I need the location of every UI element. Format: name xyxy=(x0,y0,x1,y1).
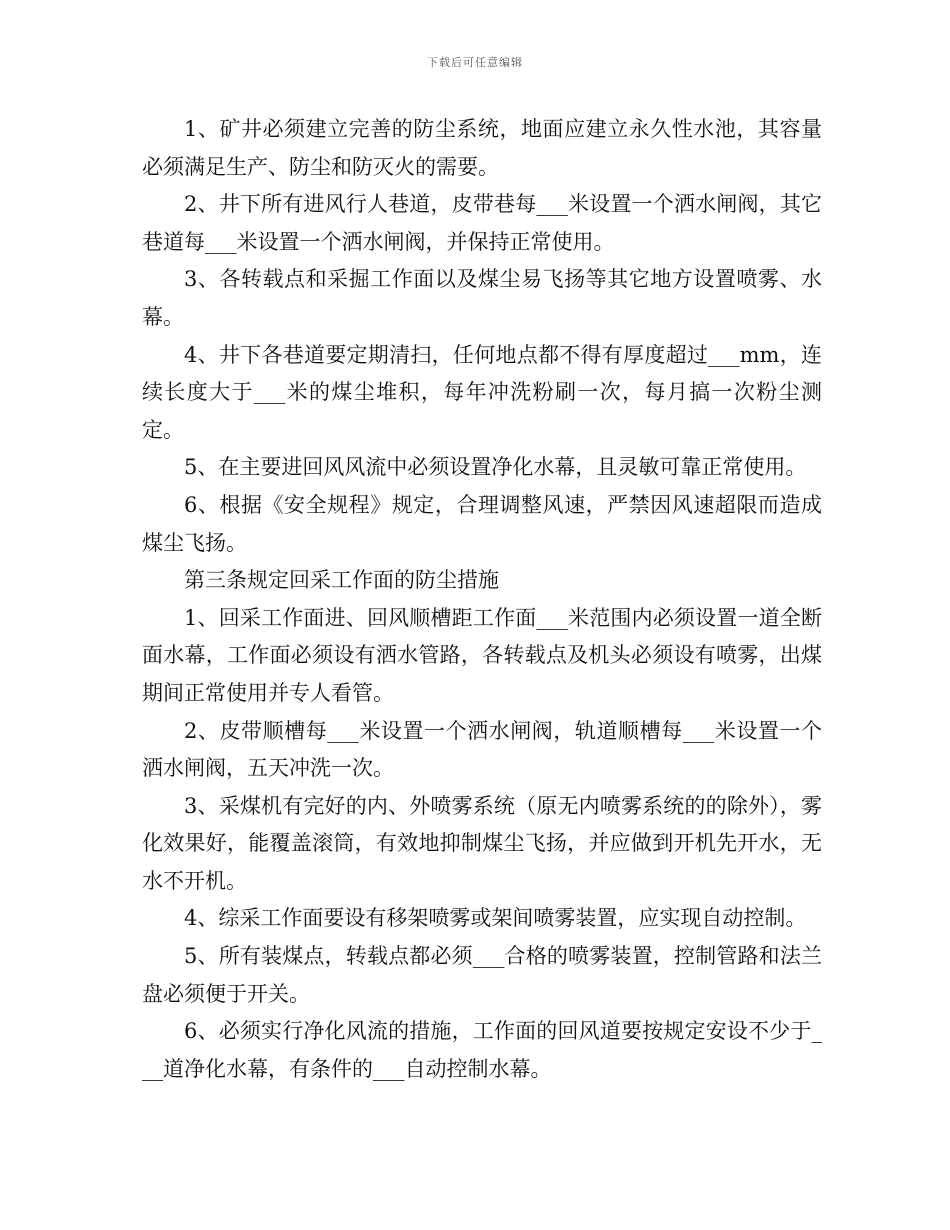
paragraph-4: 4、井下各巷道要定期清扫，任何地点都不得有厚度超过___mm，连续长度大于___米的煤尘堆积，每年冲洗粉刷一次，每月搞一次粉尘测定。 xyxy=(142,342,822,442)
paragraph-10: 4、综采工作面要设有移架喷雾或架间喷雾装置，应实现自动控制。 xyxy=(184,906,807,931)
paragraph-3: 3、各转载点和采掘工作面以及煤尘易飞扬等其它地方设置喷雾、水幕。 xyxy=(142,267,822,329)
paragraph-1: 1、矿井必须建立完善的防尘系统，地面应建立永久性水池，其容量必须满足生产、防尘和防灭火的需要。 xyxy=(142,117,822,179)
paragraph-2: 2、井下所有进风行人巷道，皮带巷每___米设置一个洒水闸阀，其它巷道每___米设置一个洒水闸阀，并保持正常使用。 xyxy=(142,192,822,254)
page-header: 下载后可任意编辑 xyxy=(427,56,523,69)
paragraph-6: 6、根据《安全规程》规定，合理调整风速，严禁因风速超限而造成煤尘飞扬。 xyxy=(142,492,822,555)
document-body xyxy=(142,111,822,1088)
paragraph-9: 3、采煤机有完好的内、外喷雾系统（原无内喷雾系统的的除外），雾化效果好，能覆盖滚筒，有效地抑制煤尘飞扬，并应做到开机先开水，无水不开机。 xyxy=(142,793,822,893)
section-heading: 第三条规定回采工作面的防尘措施 xyxy=(184,568,499,593)
paragraph-5: 5、在主要进回风风流中必须设置净化水幕，且灵敏可靠正常使用。 xyxy=(184,455,807,480)
paragraph-11: 5、所有装煤点，转载点都必须___合格的喷雾装置，控制管路和法兰盘必须便于开关。 xyxy=(142,944,822,1006)
paragraph-8: 2、皮带顺槽每___米设置一个洒水闸阀，轨道顺槽每___米设置一个洒水闸阀，五天冲洗一次。 xyxy=(142,718,822,781)
paragraph-12: 6、必须实行净化风流的措施，工作面的回风道要按规定安设不少于___道净化水幕，有条件的___自动控制水幕。 xyxy=(142,1019,822,1081)
paragraph-7: 1、回采工作面进、回风顺槽距工作面___米范围内必须设置一道全断面水幕，工作面必须设有洒水管路，各转载点及机头必须设有喷雾，出煤期间正常使用并专人看管。 xyxy=(142,605,822,705)
